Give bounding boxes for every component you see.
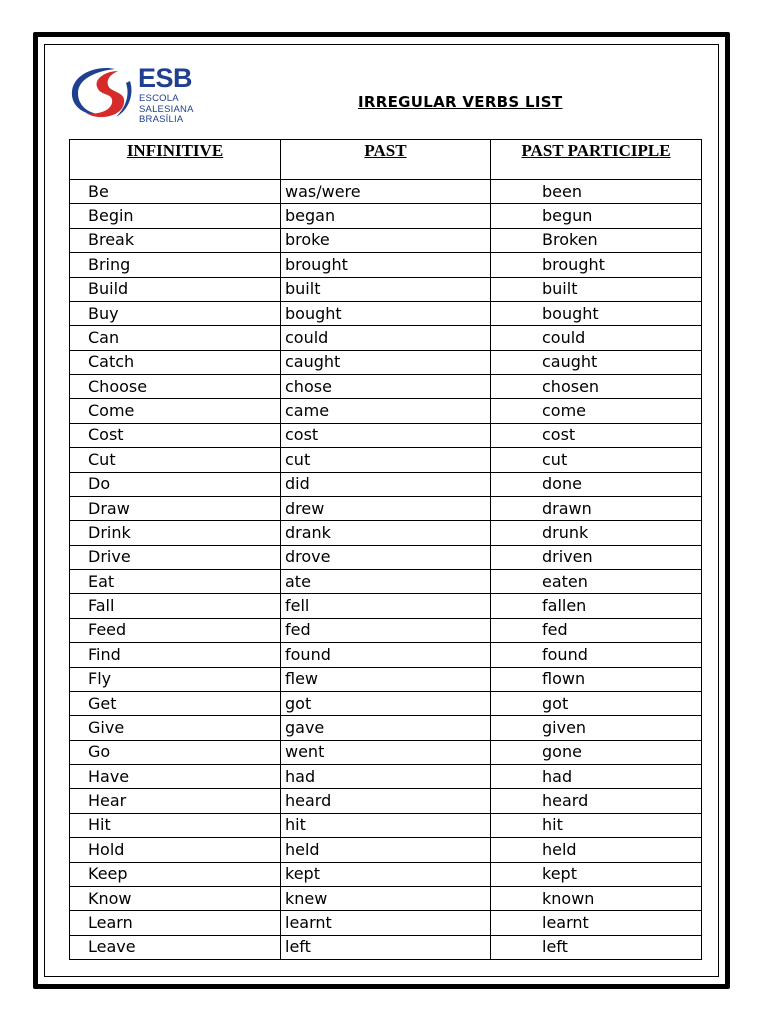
cell-past: heard (281, 789, 491, 813)
cell-past: could (281, 326, 491, 350)
table-row (70, 277, 702, 301)
cell-past-participle: cost (491, 423, 702, 447)
cell-past-participle: been (491, 180, 702, 204)
cell-past: had (281, 765, 491, 789)
cell-infinitive: Know (70, 886, 281, 910)
table-row (70, 228, 702, 252)
cell-past-participle: hit (491, 813, 702, 837)
cell-past-participle: begun (491, 204, 702, 228)
cell-past: drew (281, 496, 491, 520)
cell-infinitive: Cost (70, 423, 281, 447)
cell-infinitive: Drive (70, 545, 281, 569)
cell-infinitive: Find (70, 643, 281, 667)
table-row (70, 740, 702, 764)
table-row (70, 886, 702, 910)
document-title: IRREGULAR VERBS LIST (358, 93, 563, 111)
cell-infinitive: Bring (70, 253, 281, 277)
cell-past: held (281, 838, 491, 862)
cell-past: chose (281, 375, 491, 399)
cell-past-participle: caught (491, 350, 702, 374)
cell-past: went (281, 740, 491, 764)
cell-past-participle: brought (491, 253, 702, 277)
table-row (70, 618, 702, 642)
table-row (70, 253, 702, 277)
cell-past-participle: drawn (491, 496, 702, 520)
esb-logo-icon (68, 63, 136, 123)
cell-past-participle: drunk (491, 521, 702, 545)
table-row (70, 765, 702, 789)
cell-past: fed (281, 618, 491, 642)
cell-infinitive: Hit (70, 813, 281, 837)
cell-past-participle: done (491, 472, 702, 496)
table-row (70, 643, 702, 667)
cell-past-participle: fed (491, 618, 702, 642)
cell-past: got (281, 691, 491, 715)
cell-past-participle: fallen (491, 594, 702, 618)
cell-infinitive: Build (70, 277, 281, 301)
cell-past-participle: heard (491, 789, 702, 813)
cell-past-participle: bought (491, 301, 702, 325)
header-past-participle: PAST PARTICIPLE (491, 140, 702, 180)
cell-infinitive: Feed (70, 618, 281, 642)
cell-past: hit (281, 813, 491, 837)
cell-infinitive: Keep (70, 862, 281, 886)
cell-past: built (281, 277, 491, 301)
cell-past: ate (281, 570, 491, 594)
cell-past: gave (281, 716, 491, 740)
cell-past-participle: kept (491, 862, 702, 886)
cell-past-participle: held (491, 838, 702, 862)
table-row (70, 716, 702, 740)
cell-past-participle: chosen (491, 375, 702, 399)
table-row (70, 667, 702, 691)
cell-infinitive: Go (70, 740, 281, 764)
cell-infinitive: Hear (70, 789, 281, 813)
table-row (70, 204, 702, 228)
cell-infinitive: Fly (70, 667, 281, 691)
logo-name-line: ESCOLA (139, 93, 179, 104)
cell-past: knew (281, 886, 491, 910)
table-row (70, 935, 702, 959)
cell-past-participle: driven (491, 545, 702, 569)
cell-infinitive: Leave (70, 935, 281, 959)
cell-infinitive: Catch (70, 350, 281, 374)
cell-past-participle: known (491, 886, 702, 910)
table-row (70, 911, 702, 935)
cell-past-participle: built (491, 277, 702, 301)
cell-past: came (281, 399, 491, 423)
cell-infinitive: Learn (70, 911, 281, 935)
cell-past-participle: Broken (491, 228, 702, 252)
table-row (70, 326, 702, 350)
cell-infinitive: Cut (70, 448, 281, 472)
logo-school-name (139, 94, 194, 126)
cell-past: began (281, 204, 491, 228)
logo-name-line: BRASÍLIA (139, 114, 184, 125)
cell-past: cost (281, 423, 491, 447)
table-row (70, 570, 702, 594)
table-row (70, 472, 702, 496)
table-row (70, 350, 702, 374)
header-past: PAST (281, 140, 491, 180)
cell-past: was/were (281, 180, 491, 204)
cell-infinitive: Fall (70, 594, 281, 618)
cell-past-participle: learnt (491, 911, 702, 935)
table-row (70, 813, 702, 837)
cell-past-participle: cut (491, 448, 702, 472)
cell-past: left (281, 935, 491, 959)
logo-abbreviation: ESB (138, 63, 193, 93)
school-logo (68, 63, 198, 125)
table-row (70, 838, 702, 862)
table-row (70, 789, 702, 813)
cell-infinitive: Begin (70, 204, 281, 228)
cell-past-participle: got (491, 691, 702, 715)
cell-past: broke (281, 228, 491, 252)
table-row (70, 545, 702, 569)
cell-infinitive: Hold (70, 838, 281, 862)
table-row (70, 521, 702, 545)
cell-past: caught (281, 350, 491, 374)
cell-past-participle: given (491, 716, 702, 740)
cell-past-participle: had (491, 765, 702, 789)
cell-infinitive: Buy (70, 301, 281, 325)
cell-past: cut (281, 448, 491, 472)
cell-infinitive: Do (70, 472, 281, 496)
table-row (70, 375, 702, 399)
cell-past-participle: could (491, 326, 702, 350)
cell-past-participle: flown (491, 667, 702, 691)
cell-infinitive: Break (70, 228, 281, 252)
cell-infinitive: Be (70, 180, 281, 204)
cell-past: flew (281, 667, 491, 691)
cell-past: learnt (281, 911, 491, 935)
table-row (70, 301, 702, 325)
table-row (70, 496, 702, 520)
cell-past: bought (281, 301, 491, 325)
cell-infinitive: Drink (70, 521, 281, 545)
cell-past-participle: gone (491, 740, 702, 764)
cell-past-participle: left (491, 935, 702, 959)
cell-infinitive: Can (70, 326, 281, 350)
cell-infinitive: Eat (70, 570, 281, 594)
cell-past: kept (281, 862, 491, 886)
logo-name-line: SALESIANA (139, 103, 194, 115)
table-row (70, 691, 702, 715)
cell-infinitive: Have (70, 765, 281, 789)
cell-past: drove (281, 545, 491, 569)
cell-infinitive: Come (70, 399, 281, 423)
cell-past: drank (281, 521, 491, 545)
cell-infinitive: Give (70, 716, 281, 740)
cell-past: did (281, 472, 491, 496)
cell-infinitive: Get (70, 691, 281, 715)
table-row (70, 423, 702, 447)
cell-past-participle: eaten (491, 570, 702, 594)
cell-past: fell (281, 594, 491, 618)
cell-past-participle: come (491, 399, 702, 423)
cell-past: brought (281, 253, 491, 277)
cell-past: found (281, 643, 491, 667)
table-body (70, 180, 702, 960)
table-row (70, 180, 702, 204)
header-infinitive: INFINITIVE (70, 140, 281, 180)
table-row (70, 448, 702, 472)
cell-infinitive: Draw (70, 496, 281, 520)
table-row (70, 862, 702, 886)
table-header-row (70, 140, 702, 180)
table-row (70, 399, 702, 423)
cell-past-participle: found (491, 643, 702, 667)
cell-infinitive: Choose (70, 375, 281, 399)
irregular-verbs-table (69, 139, 702, 960)
table-row (70, 594, 702, 618)
